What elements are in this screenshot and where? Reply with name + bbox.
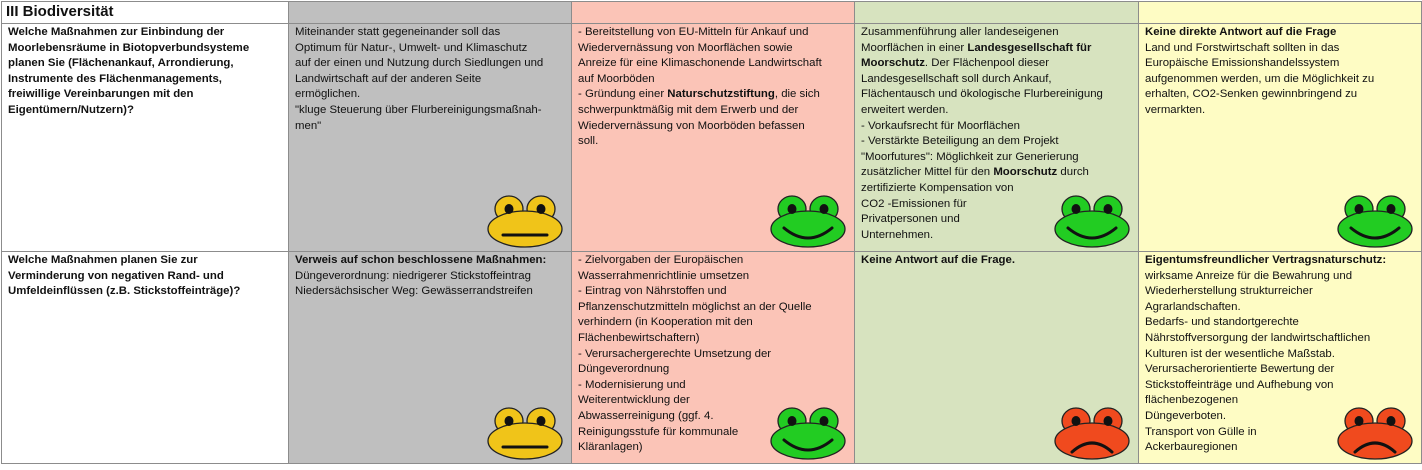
- question-line: Welche Maßnahmen planen Sie zur: [8, 254, 198, 266]
- answer-line: Reinigungsstufe für kommunale: [578, 425, 739, 438]
- answer-line: verhindern (in Kooperation mit den: [578, 316, 753, 329]
- answer-line: Kulturen ist der wesentliche Maßstab.: [1145, 347, 1335, 360]
- answer-line: Agrarlandschaften.: [1145, 300, 1241, 313]
- question-line: Verminderung von negativen Rand- und: [8, 269, 224, 282]
- header-cell-yellow: [1139, 2, 1422, 24]
- answer-line: Wiedervernässung von Moorflächen sowie: [578, 41, 793, 54]
- frog-neutral-icon: [485, 404, 565, 460]
- answer-line: Zusammenführung aller landeseigenen: [861, 26, 1059, 38]
- answer-line: Optimum für Natur-, Umwelt- und Klimaschutz: [295, 41, 528, 54]
- answer-line: Moorflächen in einer Landesgesellschaft für: [861, 41, 1092, 54]
- question-line: Eigentümern/Nutzern)?: [8, 103, 134, 116]
- answer-line: Flächenbewirtschaftern): [578, 331, 700, 344]
- table-row: [2, 24, 1422, 252]
- answer-line: Düngeverordnung: niedrigerer Stickstoffeintrag: [295, 269, 531, 282]
- frog-happy-icon: [768, 192, 848, 248]
- question-line: planen Sie (Flächenankauf, Arrondierung,: [8, 57, 234, 70]
- frog-happy-icon: [1335, 192, 1415, 248]
- answer-line: CO2 -Emissionen für: [861, 197, 967, 210]
- header-cell-red: [572, 2, 855, 24]
- answer-line: Land und Forstwirtschaft sollten in das: [1145, 41, 1340, 54]
- answer-line: Ackerbauregionen: [1145, 441, 1238, 454]
- answer-line: men": [295, 119, 322, 132]
- answer-line: - Modernisierung und: [578, 378, 686, 391]
- answer-line: erweitert werden.: [861, 103, 949, 116]
- question-line: Welche Maßnahmen zur Einbindung der: [8, 26, 225, 38]
- answer-line: Pflanzenschutzmitteln möglichst an der Quelle: [578, 300, 812, 313]
- answer-line: wirksame Anreize für die Bewahrung und: [1145, 269, 1353, 282]
- answer-cell: [855, 24, 1139, 252]
- answer-line: flächenbezogenen: [1145, 394, 1239, 407]
- answer-line: schwerpunktmäßig mit dem Erwerb und der: [578, 103, 799, 116]
- answer-line: Wiederherstellung strukturreicher: [1145, 285, 1313, 298]
- answer-cell: [289, 252, 572, 464]
- answer-line: Düngeverboten.: [1145, 409, 1227, 422]
- answer-line: - Eintrag von Nährstoffen und: [578, 285, 727, 298]
- answer-line: Unternehmen.: [861, 228, 934, 241]
- answer-line: Niedersächsischer Weg: Gewässerrandstreifen: [295, 285, 533, 298]
- frog-sad-icon: [1335, 404, 1415, 460]
- answer-lead: Eigentumsfreundlicher Vertragsnaturschutz:: [1145, 254, 1387, 266]
- question-cell: [2, 252, 289, 464]
- answer-line: aufgenommen werden, um die Möglichkeit zu: [1145, 72, 1375, 85]
- answer-cell: [1139, 252, 1422, 464]
- answer-line: - Bereitstellung von EU-Mitteln für Ankauf und: [578, 26, 809, 38]
- answer-cell: [289, 24, 572, 252]
- answer-line: Bedarfs- und standortgerechte: [1145, 316, 1299, 329]
- answer-line: Weiterentwicklung der: [578, 394, 690, 407]
- answer-line: Kläranlagen): [578, 441, 643, 454]
- answer-line: Verursacherorientierte Bewertung der: [1145, 363, 1335, 376]
- question-line: freiwillige Vereinbarungen mit den: [8, 88, 194, 101]
- section-header-row: [2, 2, 1422, 24]
- frog-neutral-icon: [485, 192, 565, 248]
- section-title: III Biodiversität: [6, 3, 114, 20]
- answer-line: Landesgesellschaft soll durch Ankauf,: [861, 72, 1052, 85]
- answer-line: Miteinander statt gegeneinander soll das: [295, 26, 501, 38]
- question-line: Umfeldeinflüssen (z.B. Stickstoffeinträge)?: [8, 285, 241, 298]
- biodiversity-table: [1, 1, 1422, 464]
- answer-line: vermarkten.: [1145, 103, 1206, 116]
- answer-line: zertifizierte Kompensation von: [861, 181, 1014, 194]
- answer-cell: [572, 252, 855, 464]
- answer-lead: Keine direkte Antwort auf die Frage: [1145, 26, 1337, 38]
- answer-line: - Verursachergerechte Umsetzung der: [578, 347, 772, 360]
- question-cell: [2, 24, 289, 252]
- question-line: Moorlebensräume in Biotopverbundsysteme: [8, 41, 250, 54]
- frog-happy-icon: [768, 404, 848, 460]
- answer-line: Nährstoffversorgung der landwirtschaftlichen: [1145, 331, 1371, 344]
- table-row: [2, 252, 1422, 464]
- answer-cell: [572, 24, 855, 252]
- answer-line: Düngeverordnung: [578, 363, 670, 376]
- answer-line: Stickstoffeinträge und Aufhebung von: [1145, 378, 1334, 391]
- answer-line: Abwasserreinigung (ggf. 4.: [578, 409, 714, 422]
- answer-line: Transport von Gülle in: [1145, 425, 1257, 438]
- header-cell-gray: [289, 2, 572, 24]
- frog-happy-icon: [1052, 192, 1132, 248]
- answer-line: soll.: [578, 135, 599, 148]
- answer-line: "Moorfutures": Möglichkeit zur Generierung: [861, 150, 1079, 163]
- answer-line: - Gründung einer Naturschutzstiftung, die sich: [578, 88, 820, 101]
- answer-lead: Verweis auf schon beschlossene Maßnahmen:: [295, 254, 547, 266]
- answer-line: - Verstärkte Beteiligung an dem Projekt: [861, 135, 1059, 148]
- answer-line: Anreize für eine Klimaschonende Landwirtschaft: [578, 57, 822, 70]
- answer-line: Privatpersonen und: [861, 213, 960, 226]
- answer-line: zusätzlicher Mittel für den Moorschutz durch: [861, 166, 1089, 179]
- answer-line: erhalten, CO2-Senken gewinnbringend zu: [1145, 88, 1358, 101]
- answer-cell: [855, 252, 1139, 464]
- answer-line: "kluge Steuerung über Flurbereinigungsmaßnah-: [295, 103, 542, 116]
- answer-line: ermöglichen.: [295, 88, 361, 101]
- answer-line: Wiedervernässung von Moorböden befassen: [578, 119, 805, 132]
- answer-line: Europäische Emissionshandelssystem: [1145, 57, 1340, 70]
- answer-cell: [1139, 24, 1422, 252]
- question-line: Instrumente des Flächenmanagements,: [8, 72, 222, 85]
- header-cell-green: [855, 2, 1139, 24]
- answer-line: Landwirtschaft auf der anderen Seite: [295, 72, 482, 85]
- answer-line: - Vorkaufsrecht für Moorflächen: [861, 119, 1020, 132]
- answer-lead: Keine Antwort auf die Frage.: [861, 254, 1016, 266]
- answer-line: Wasserrahmenrichtlinie umsetzen: [578, 269, 750, 282]
- answer-line: Flächentausch und ökologische Flurbereinigung: [861, 88, 1103, 101]
- answer-line: auf der einen und Nutzung durch Siedlungen und: [295, 57, 544, 70]
- frog-sad-icon: [1052, 404, 1132, 460]
- answer-line: - Zielvorgaben der Europäischen: [578, 254, 744, 266]
- answer-line: Moorschutz. Der Flächenpool dieser: [861, 57, 1050, 70]
- answer-line: auf Moorböden: [578, 72, 655, 85]
- section-title-cell: [2, 2, 289, 24]
